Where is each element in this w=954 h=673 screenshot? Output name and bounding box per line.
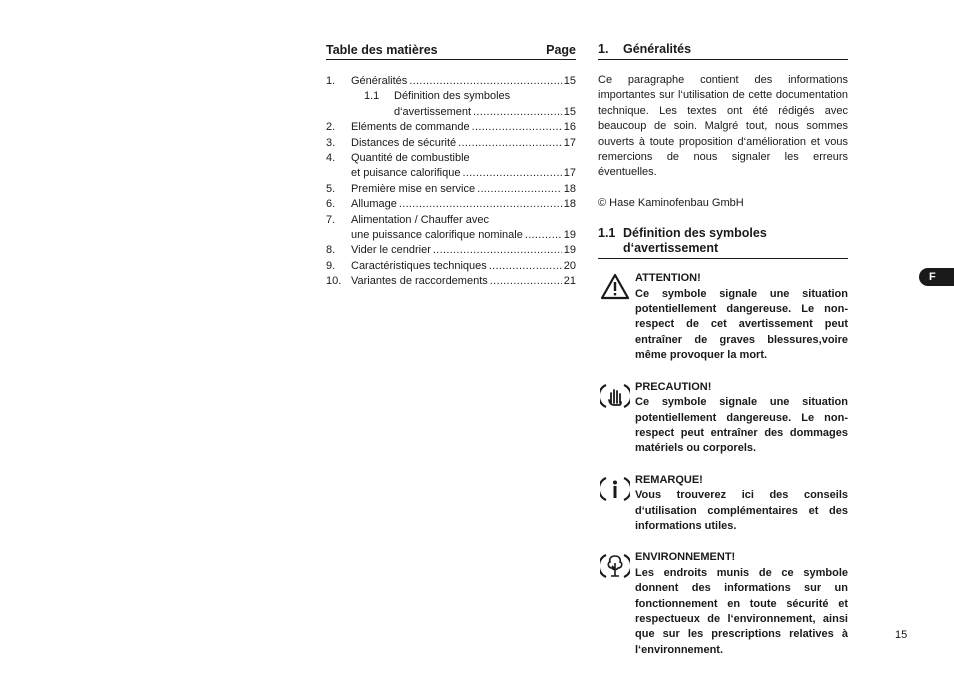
notice-text: Ce symbole signale une situation potentiellement dangereuse. Le non-respect de cet avertissement peut entraîner de graves blessures,voire même provoquer la mort. [635, 287, 848, 362]
toc-leader-dots [477, 182, 562, 197]
table-of-contents [326, 42, 576, 290]
toc-item [326, 197, 576, 212]
section-heading-1-1 [598, 226, 848, 259]
toc-item-number: 7. [326, 213, 336, 226]
toc-item-number: 4. [326, 152, 336, 165]
notice-precaution [598, 380, 848, 457]
toc-item-label: Quantité de combustible [351, 152, 470, 165]
notice-title: PRECAUTION! [635, 380, 712, 393]
toc-item [326, 274, 576, 289]
page-number: 15 [895, 629, 908, 641]
notice-text: Les endroits munis de ce symbole donnent des informations sur un fonctionnement en toute sécurité et respectueux de l‘environnement, ainsi que sur les prescriptions relatives à l‘environnement. [635, 566, 848, 656]
notice-environnement [598, 550, 848, 658]
toc-item-page: 20 [563, 259, 576, 272]
toc-item [326, 243, 576, 258]
hand-icon [600, 381, 630, 411]
toc-item-page: 21 [563, 275, 576, 288]
toc-item-label: Alimentation / Chauffer avec [351, 213, 489, 226]
toc-item [326, 259, 576, 274]
toc-item-number: 1. [326, 75, 336, 87]
toc-item [326, 151, 576, 182]
toc-leader-dots [473, 105, 562, 120]
toc-item-page: 17 [563, 136, 576, 149]
toc-item-label: d‘avertissement [394, 105, 472, 118]
language-tab: F [919, 268, 954, 286]
toc-item [326, 120, 576, 135]
toc-page-label: Page [546, 43, 576, 57]
subsection-number: 1.1 [598, 226, 616, 241]
section-title: Généralités [623, 42, 692, 56]
toc-item-page: 15 [563, 105, 576, 118]
notice-attention [598, 271, 848, 363]
toc-item [326, 182, 576, 197]
toc-item-label: Variantes de raccordements [351, 275, 488, 288]
notice-text: Ce symbole signale une situation potentiellement dangereuse. Le non-respect peut entraîner des dommages matériels ou corporels. [635, 396, 848, 455]
toc-leader-dots [462, 166, 561, 181]
main-content [598, 42, 848, 658]
toc-item-label: Vider le cendrier [351, 244, 431, 257]
toc-item [326, 136, 576, 151]
toc-leader-dots [433, 243, 562, 258]
toc-item [326, 213, 576, 244]
toc-item-number: 1.1 [364, 90, 380, 103]
toc-item-page: 19 [563, 244, 576, 257]
toc-item-label: Généralités [351, 75, 408, 87]
toc-item-number: 5. [326, 182, 336, 195]
toc-leader-dots [472, 120, 562, 135]
toc-item-number: 2. [326, 121, 336, 134]
info-icon [600, 474, 630, 504]
toc-item-page: 18 [563, 182, 576, 195]
notice-title: ENVIRONNEMENT! [635, 551, 736, 564]
copyright-line: © Hase Kaminofenbau GmbH [598, 196, 744, 209]
toc-title: Table des matières [326, 43, 438, 57]
subsection-title: Définition des symboles d‘avertissement [623, 226, 767, 256]
toc-item-label: Caractéristiques techniques [351, 259, 487, 272]
notice-remarque [598, 473, 848, 535]
toc-item-page: 16 [563, 121, 576, 134]
toc-item-number: 9. [326, 259, 336, 272]
toc-item-page: 18 [563, 198, 576, 211]
toc-item [326, 89, 576, 120]
toc-leader-dots [458, 136, 562, 151]
warning-triangle-icon [600, 272, 630, 302]
toc-item-page: 17 [563, 167, 576, 180]
toc-leader-dots [525, 228, 562, 243]
toc-item-number: 10. [326, 275, 342, 288]
toc-leader-dots [489, 259, 562, 274]
toc-leader-dots [409, 74, 561, 89]
notice-title: REMARQUE! [635, 473, 703, 486]
toc-item-page: 15 [563, 75, 576, 87]
toc-item-number: 8. [326, 244, 336, 257]
intro-paragraph: Ce paragraphe contient des informations importantes sur l‘utilisation de cette documentation technique. Les textes ont été rédigés avec beaucoup de soin. Malgré tout, nous sommes ouverts à toute proposition d‘amélioration et vous remercions de nous signaler les erreurs éventuelles. [598, 74, 848, 179]
toc-item-label: Eléments de commande [351, 121, 470, 134]
section-heading-1 [598, 42, 848, 60]
toc-item [326, 74, 576, 89]
toc-leader-dots [490, 274, 562, 289]
toc-leader-dots [399, 197, 562, 212]
toc-list [326, 74, 576, 290]
section-number: 1. [598, 42, 609, 56]
toc-item-label: une puissance calorifique nominale [351, 229, 523, 242]
toc-item-number: 3. [326, 136, 336, 149]
toc-item-label: Première mise en service [351, 182, 476, 195]
toc-header [326, 42, 576, 60]
toc-item-label: Allumage [351, 198, 397, 211]
notice-text: Vous trouverez ici des conseils d‘utilisation complémentaires et des informations utiles. [635, 489, 848, 532]
toc-item-page: 19 [563, 229, 576, 242]
notice-title: ATTENTION! [635, 272, 701, 285]
tree-icon [600, 551, 630, 581]
toc-item-label: et puisance calorifique [351, 167, 461, 180]
toc-item-label: Distances de sécurité [351, 136, 457, 149]
toc-item-label: Définition des symboles [394, 90, 511, 103]
toc-item-number: 6. [326, 198, 336, 211]
